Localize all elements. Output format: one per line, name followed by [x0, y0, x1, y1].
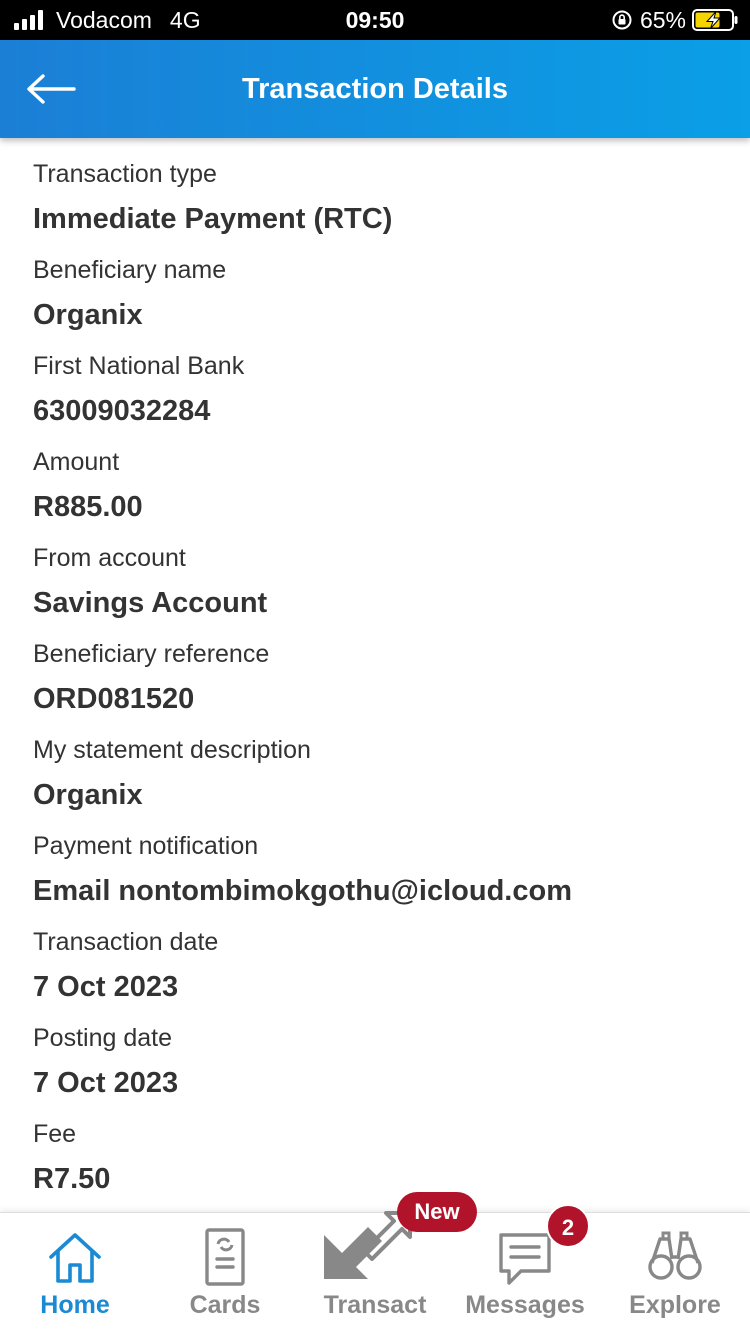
nav-label: Home	[40, 1291, 110, 1319]
nav-cards[interactable]	[150, 1213, 300, 1334]
status-right	[612, 6, 738, 34]
detail-transaction-date	[33, 906, 750, 1002]
messages-count-badge: 2	[546, 1204, 590, 1248]
bottom-nav	[0, 1212, 750, 1334]
detail-label: Amount	[33, 448, 120, 476]
nav-label: Cards	[189, 1291, 261, 1319]
detail-label: Payment notification	[33, 832, 259, 860]
detail-value: 7 Oct 2023	[33, 1067, 179, 1099]
detail-posting-date	[33, 1002, 750, 1098]
detail-value: R7.50	[33, 1163, 111, 1195]
card-icon	[195, 1227, 255, 1287]
nav-explore[interactable]	[600, 1213, 750, 1334]
detail-label: Transaction type	[33, 160, 217, 188]
detail-beneficiary-name	[33, 234, 750, 330]
home-icon	[45, 1227, 105, 1287]
nav-label: Transact	[323, 1291, 427, 1319]
detail-from-account	[33, 522, 750, 618]
detail-value: Email nontombimokgothu@icloud.com	[33, 875, 572, 907]
page-title: Transaction Details	[242, 73, 508, 105]
detail-value: 7 Oct 2023	[33, 971, 179, 1003]
transact-new-badge: New	[397, 1192, 477, 1232]
detail-value: R885.00	[33, 491, 143, 523]
detail-label: First National Bank	[33, 352, 245, 380]
detail-label: Posting date	[33, 1024, 172, 1052]
detail-value: Organix	[33, 779, 143, 811]
carrier-name: Vodacom	[56, 6, 152, 33]
nav-home[interactable]	[0, 1213, 150, 1334]
network-type: 4G	[169, 6, 201, 33]
binoculars-icon	[645, 1227, 705, 1287]
detail-label: From account	[33, 544, 186, 572]
detail-amount	[33, 426, 750, 522]
app-header	[0, 40, 750, 138]
detail-label: My statement description	[33, 736, 311, 764]
detail-value: ORD081520	[33, 683, 195, 715]
battery-percent: 65%	[639, 6, 686, 33]
status-time: 09:50	[345, 7, 405, 33]
detail-bank-account	[33, 330, 750, 426]
detail-value: Immediate Payment (RTC)	[33, 203, 393, 235]
detail-transaction-type	[33, 138, 750, 234]
nav-label: Explore	[629, 1291, 721, 1319]
message-icon	[495, 1227, 555, 1287]
battery-charging-icon	[692, 9, 738, 31]
nav-label: Messages	[465, 1291, 585, 1319]
detail-fee	[33, 1098, 750, 1194]
orientation-lock-icon	[612, 10, 632, 30]
detail-label: Beneficiary name	[33, 256, 227, 284]
transaction-details-list	[0, 138, 750, 1212]
detail-beneficiary-reference	[33, 618, 750, 714]
detail-label: Transaction date	[33, 928, 219, 956]
detail-value: Savings Account	[33, 587, 268, 619]
detail-payment-notification	[33, 810, 750, 906]
detail-value: 63009032284	[33, 395, 211, 427]
status-bar	[0, 0, 750, 40]
detail-value: Organix	[33, 299, 143, 331]
detail-label: Beneficiary reference	[33, 640, 270, 668]
detail-statement-description	[33, 714, 750, 810]
detail-label: Fee	[33, 1120, 77, 1148]
